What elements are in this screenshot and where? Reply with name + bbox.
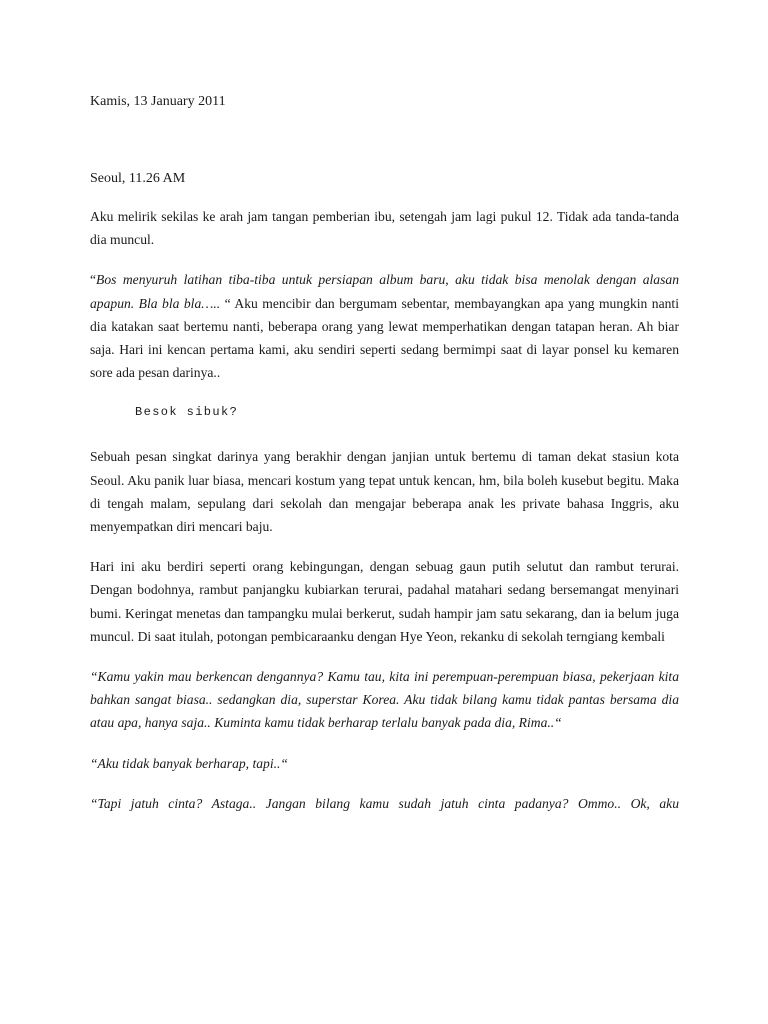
dialogue-1: “Kamu yakin mau berkencan dengannya? Kamu tau, kita ini perempuan-perempuan biasa, pekerjaan kita bahkan sangat biasa.. sedangkan dia, superstar Korea. Aku tidak bilang kamu tidak pantas bersama dia atau apa, hanya saja.. Kuminta kamu tidak berharap terlalu banyak pada dia, Rima..“ xyxy=(90,669,679,731)
story-body xyxy=(90,205,679,832)
paragraph-2 xyxy=(90,268,679,384)
dialogue-2: “Aku tidak banyak berharap, tapi..“ xyxy=(90,755,288,771)
paragraph-3: Sebuah pesan singkat darinya yang berakhir dengan janjian untuk bertemu di taman dekat stasiun kota Seoul. Aku panik luar biasa, mencari kostum yang tepat untuk kencan, hm, bila boleh kusebut begitu. Maka di tengah malam, sepulang dari sekolah dan mengajar beberapa anak les private bahasa Inggris, aku menyempatkan diri mencari baju. xyxy=(90,449,679,535)
entry-date: Kamis, 13 January 2011 xyxy=(90,94,226,109)
paragraph-1: Aku melirik sekilas ke arah jam tangan pemberian ibu, setengah jam lagi pukul 12. Tidak ada tanda-tanda dia muncul. xyxy=(90,209,679,248)
paragraph-4: Hari ini aku berdiri seperti orang kebingungan, dengan sebuag gaun putih selutut dan rambut terurai. Dengan bodohnya, rambut panjangku kubiarkan terurai, padahal matahari sedang bersemangat menyinari bumi. Keringat menetas dan tampangku mulai berkerut, sudah hampir jam satu sekarang, dan ia belum juga muncul. Di saat itulah, potongan pembicaraanku dengan Hye Yeon, rekanku di sekolah terngiang kembali xyxy=(90,559,679,644)
sms-message: Besok sibuk? xyxy=(135,405,239,420)
entry-location-time: Seoul, 11.26 AM xyxy=(90,171,186,186)
paragraph-2-narration: “ Aku mencibir dan bergumam sebentar, membayangkan apa yang mungkin nanti dia katakan saat bertemu nanti, beberapa orang yang lewat memperhatikan dengan tatapan heran. Ah biar saja. Hari ini kencan pertama kami, aku sendiri seperti sedang bermimpi saat di layar ponsel ku kemaren sore ada pesan darinya.. xyxy=(90,295,679,381)
dialogue-3: “Tapi jatuh cinta? Astaga.. Jangan bilang kamu sudah jatuh cinta padanya? Ommo.. Ok, aku xyxy=(90,795,679,811)
open-quote: “ xyxy=(90,272,97,288)
quoted-message: Bos menyuruh latihan tiba-tiba untuk persiapan album baru, aku tidak bisa menolak dengan alasan apapun. Bla bla bla….. xyxy=(90,272,679,311)
